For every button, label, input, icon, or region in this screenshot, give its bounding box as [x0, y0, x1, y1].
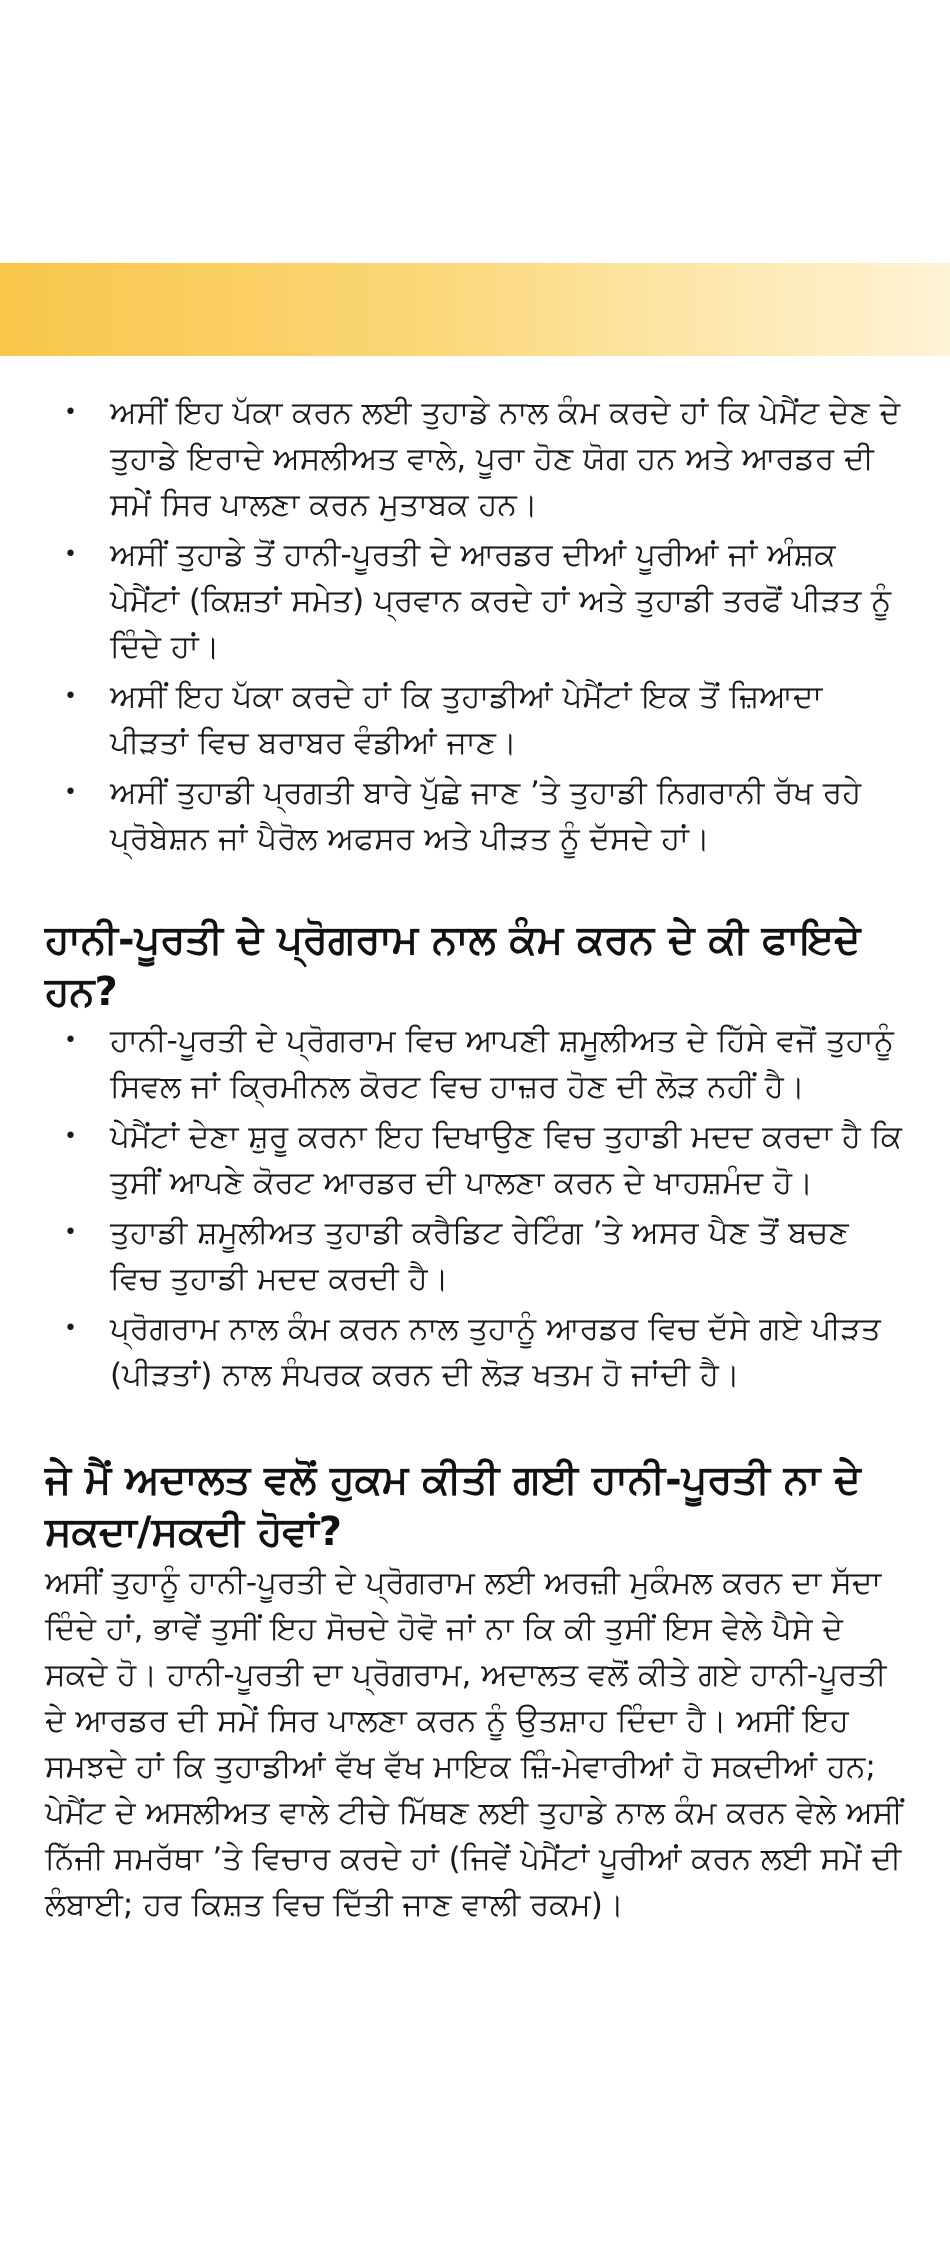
list-item: [45, 390, 905, 528]
bullet-icon: •: [64, 684, 77, 709]
bullet-icon: •: [64, 780, 77, 805]
decorative-header-band: [0, 263, 950, 356]
list-item-text: ਅਸੀਂ ਤੁਹਾਡੀ ਪ੍ਰਗਤੀ ਬਾਰੇ ਪੁੱਛੇ ਜਾਣ ’ਤੇ ਤੁਹਾਡੀ ਨਿਗਰਾਨੀ ਰੱਖ ਰਹੇ ਪ੍ਰੋਬੇਸ਼ਨ ਜਾਂ ਪੈਰੋਲ ਅਫਸਰ ਅਤੇ ਪੀੜਤ ਨੂੰ ਦੱਸਦੇ ਹਾਂ।: [110, 775, 862, 857]
list-item-text: ਤੁਹਾਡੀ ਸ਼ਮੂਲੀਅਤ ਤੁਹਾਡੀ ਕਰੈਡਿਟ ਰੇਟਿੰਗ ’ਤੇ ਅਸਰ ਪੈਣ ਤੋਂ ਬਚਣ ਵਿਚ ਤੁਹਾਡੀ ਮਦਦ ਕਰਦੀ ਹੈ।: [110, 1215, 849, 1297]
list-item-text: ਪ੍ਰੋਗਰਾਮ ਨਾਲ ਕੰਮ ਕਰਨ ਨਾਲ ਤੁਹਾਨੂੰ ਆਰਡਰ ਵਿਚ ਦੱਸੇ ਗਏ ਪੀੜਤ (ਪੀੜਤਾਂ) ਨਾਲ ਸੰਪਰਕ ਕਰਨ ਦੀ ਲੋੜ ਖਤਮ ਹੋ ਜਾਂਦੀ ਹੈ।: [110, 1311, 881, 1393]
list-item-text: ਪੇਮੈਂਟਾਂ ਦੇਣਾ ਸ਼ੁਰੂ ਕਰਨਾ ਇਹ ਦਿਖਾਉਣ ਵਿਚ ਤੁਹਾਡੀ ਮਦਦ ਕਰਦਾ ਹੈ ਕਿ ਤੁਸੀਂ ਆਪਣੇ ਕੋਰਟ ਆਰਡਰ ਦੀ ਪਾਲਣਾ ਕਰਨ ਦੇ ਖਾਹਸ਼ਮੰਦ ਹੋ।: [110, 1119, 902, 1201]
list-item: [45, 532, 905, 670]
bullet-icon: •: [64, 1220, 77, 1245]
document-content: [45, 390, 905, 1928]
list-item-text: ਅਸੀਂ ਇਹ ਪੱਕਾ ਕਰਨ ਲਈ ਤੁਹਾਡੇ ਨਾਲ ਕੰਮ ਕਰਦੇ ਹਾਂ ਕਿ ਪੇਮੈਂਟ ਦੇਣ ਦੇ ਤੁਹਾਡੇ ਇਰਾਦੇ ਅਸਲੀਅਤ ਵਾਲੇ, ਪੂਰਾ ਹੋਣ ਯੋਗ ਹਨ ਅਤੇ ਆਰਡਰ ਦੀ ਸਮੇਂ ਸਿਰ ਪਾਲਣਾ ਕਰਨ ਮੁਤਾਬਕ ਹਨ।: [110, 395, 901, 523]
intro-bullet-list: [45, 390, 905, 862]
bullet-icon: •: [64, 400, 77, 425]
bullet-icon: •: [64, 1124, 77, 1149]
bullet-icon: •: [64, 1028, 77, 1053]
bullet-icon: •: [64, 1316, 77, 1341]
list-item: [45, 674, 905, 766]
list-item: [45, 1210, 905, 1302]
benefits-bullet-list: [45, 1018, 905, 1398]
benefits-heading: ਹਾਨੀ-ਪੂਰਤੀ ਦੇ ਪ੍ਰੋਗਰਾਮ ਨਾਲ ਕੰਮ ਕਰਨ ਦੇ ਕੀ ਫਾਇਦੇ ਹਨ?: [45, 917, 861, 1015]
list-item: [45, 1018, 905, 1110]
list-item-text: ਹਾਨੀ-ਪੂਰਤੀ ਦੇ ਪ੍ਰੋਗਰਾਮ ਵਿਚ ਆਪਣੀ ਸ਼ਮੂਲੀਅਤ ਦੇ ਹਿੱਸੇ ਵਜੋਂ ਤੁਹਾਨੂੰ ਸਿਵਲ ਜਾਂ ਕ੍ਰਿਮੀਨਲ ਕੋਰਟ ਵਿਚ ਹਾਜ਼ਰ ਹੋਣ ਦੀ ਲੋੜ ਨਹੀਂ ਹੈ।: [110, 1023, 894, 1105]
list-item: [45, 1306, 905, 1398]
list-item: [45, 770, 905, 862]
bullet-icon: •: [64, 542, 77, 567]
cannot-pay-paragraph: ਅਸੀਂ ਤੁਹਾਨੂੰ ਹਾਨੀ-ਪੂਰਤੀ ਦੇ ਪ੍ਰੋਗਰਾਮ ਲਈ ਅਰਜ਼ੀ ਮੁਕੰਮਲ ਕਰਨ ਦਾ ਸੱਦਾ ਦਿੰਦੇ ਹਾਂ, ਭਾਵੇਂ ਤੁਸੀਂ ਇਹ ਸੋਚਦੇ ਹੋਵੋ ਜਾਂ ਨਾ ਕਿ ਕੀ ਤੁਸੀਂ ਇਸ ਵੇਲੇ ਪੈਸੇ ਦੇ ਸਕਦੇ ਹੋ। ਹਾਨੀ-ਪੂਰਤੀ ਦਾ ਪ੍ਰੋਗਰਾਮ, ਅਦਾਲਤ ਵਲੋਂ ਕੀਤੇ ਗਏ ਹਾਨੀ-ਪੂਰਤੀ ਦੇ ਆਰਡਰ ਦੀ ਸਮੇਂ ਸਿਰ ਪਾਲਣਾ ਕਰਨ ਨੂੰ ਉਤਸ਼ਾਹ ਦਿੰਦਾ ਹੈ। ਅਸੀਂ ਇਹ ਸਮਝਦੇ ਹਾਂ ਕਿ ਤੁਹਾਡੀਆਂ ਵੱਖ ਵੱਖ ਮਾਇਕ ਜ਼ਿੰ-ਮੇਵਾਰੀਆਂ ਹੋ ਸਕਦੀਆਂ ਹਨ; ਪੇਮੈਂਟ ਦੇ ਅਸਲੀਅਤ ਵਾਲੇ ਟੀਚੇ ਮਿੱਥਣ ਲਈ ਤੁਹਾਡੇ ਨਾਲ ਕੰਮ ਕਰਨ ਵੇਲੇ ਅਸੀਂ ਨਿੱਜੀ ਸਮਰੱਥਾ ’ਤੇ ਵਿਚਾਰ ਕਰਦੇ ਹਾਂ (ਜਿਵੇਂ ਪੇਮੈਂਟਾਂ ਪੂਰੀਆਂ ਕਰਨ ਲਈ ਸਮੇਂ ਦੀ ਲੰਬਾਈ; ਹਰ ਕਿਸ਼ਤ ਵਿਚ ਦਿੱਤੀ ਜਾਣ ਵਾਲੀ ਰਕਮ)।: [45, 1565, 903, 1923]
list-item: [45, 1114, 905, 1206]
list-item-text: ਅਸੀਂ ਤੁਹਾਡੇ ਤੋਂ ਹਾਨੀ-ਪੂਰਤੀ ਦੇ ਆਰਡਰ ਦੀਆਂ ਪੂਰੀਆਂ ਜਾਂ ਅੰਸ਼ਕ ਪੇਮੈਂਟਾਂ (ਕਿਸ਼ਤਾਂ ਸਮੇਤ) ਪ੍ਰਵਾਨ ਕਰਦੇ ਹਾਂ ਅਤੇ ਤੁਹਾਡੀ ਤਰਫੋਂ ਪੀੜਤ ਨੂੰ ਦਿੰਦੇ ਹਾਂ।: [110, 537, 892, 665]
list-item-text: ਅਸੀਂ ਇਹ ਪੱਕਾ ਕਰਦੇ ਹਾਂ ਕਿ ਤੁਹਾਡੀਆਂ ਪੇਮੈਂਟਾਂ ਇਕ ਤੋਂ ਜ਼ਿਆਦਾ ਪੀੜਤਾਂ ਵਿਚ ਬਰਾਬਰ ਵੰਡੀਆਂ ਜਾਣ।: [110, 679, 823, 761]
cannot-pay-heading: ਜੇ ਮੈਂ ਅਦਾਲਤ ਵਲੋਂ ਹੁਕਮ ਕੀਤੀ ਗਈ ਹਾਨੀ-ਪੂਰਤੀ ਨਾ ਦੇ ਸਕਦਾ/ਸਕਦੀ ਹੋਵਾਂ?: [45, 1457, 861, 1555]
